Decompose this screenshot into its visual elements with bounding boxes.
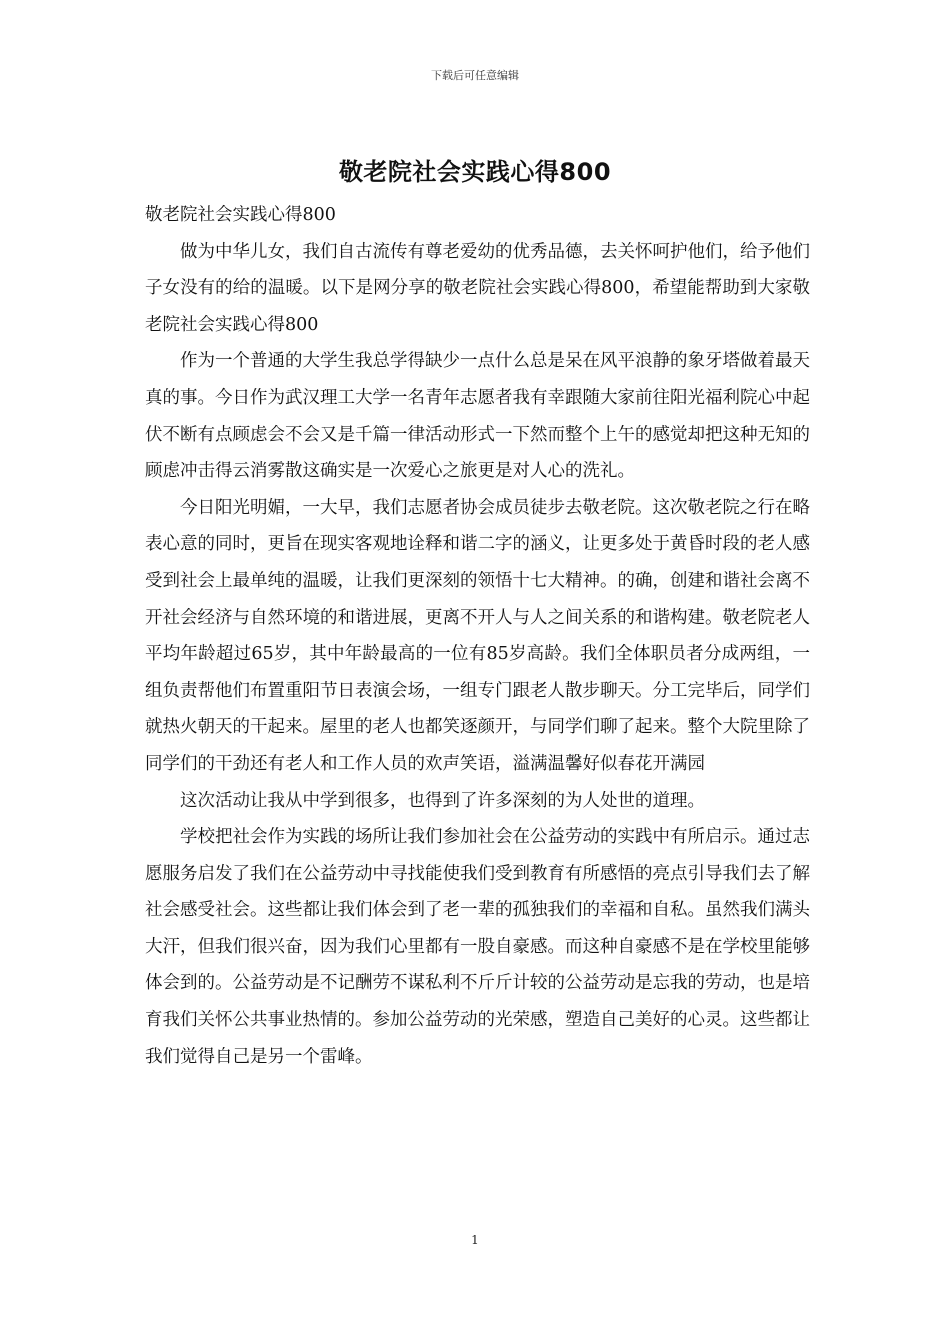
- paragraph-4: 这次活动让我从中学到很多，也得到了许多深刻的为人处世的道理。: [180, 790, 705, 811]
- header-note: 下载后可任意编辑: [431, 69, 519, 82]
- paragraph-3: 今日阳光明媚，一大早，我们志愿者协会成员徒步去敬老院。这次敬老院之行在略表心意的同时，更旨在现实客观地诠释和谐二字的涵义，让更多处于黄昏时段的老人感受到社会上最单纯的温暖，让我们更深刻的领悟十七大精神。的确，创建和谐社会离不开社会经济与自然环境的和谐进展，更离不开人与人之间关系的和谐构建。敬老院老人平均年龄超过65岁，其中年龄最高的一位有85岁高龄。我们全体职员者分成两组，一组负责帮他们布置重阳节日表演会场，一组专门跟老人散步聊天。分工完毕后，同学们就热火朝天的干起来。屋里的老人也都笑逐颜开，与同学们聊了起来。整个大院里除了同学们的干劲还有老人和工作人员的欢声笑语，溢满温馨好似春花开满园: [145, 497, 810, 774]
- page-number: 1: [471, 1233, 479, 1247]
- document-title: 敬老院社会实践心得800: [338, 158, 612, 186]
- paragraph-1: 做为中华儿女，我们自古流传有尊老爱幼的优秀品德，去关怀呵护他们，给予他们子女没有的给的温暖。以下是网分享的敬老院社会实践心得800，希望能帮助到大家敬老院社会实践心得800: [145, 241, 810, 335]
- paragraph-5: 学校把社会作为实践的场所让我们参加社会在公益劳动的实践中有所启示。通过志愿服务启发了我们在公益劳动中寻找能使我们受到教育有所感悟的亮点引导我们去了解社会感受社会。这些都让我们体会到了老一辈的孤独我们的幸福和自私。虽然我们满头大汗，但我们很兴奋，因为我们心里都有一股自豪感。而这种自豪感不是在学校里能够体会到的。公益劳动是不记酬劳不谋私利不斤斤计较的公益劳动是忘我的劳动，也是培育我们关怀公共事业热情的。参加公益劳动的光荣感，塑造自己美好的心灵。这些都让我们觉得自己是另一个雷峰。: [145, 827, 810, 1067]
- document-body: [145, 197, 810, 1075]
- paragraph-2: 作为一个普通的大学生我总学得缺少一点什么总是呆在风平浪静的象牙塔做着最天真的事。今日作为武汉理工大学一名青年志愿者我有幸跟随大家前往阳光福利院心中起伏不断有点顾虑会不会又是千篇一律活动形式一下然而整个上午的感觉却把这种无知的顾虑冲击得云消雾散这确实是一次爱心之旅更是对人心的洗礼。: [145, 351, 810, 482]
- document-subtitle: 敬老院社会实践心得800: [145, 205, 336, 225]
